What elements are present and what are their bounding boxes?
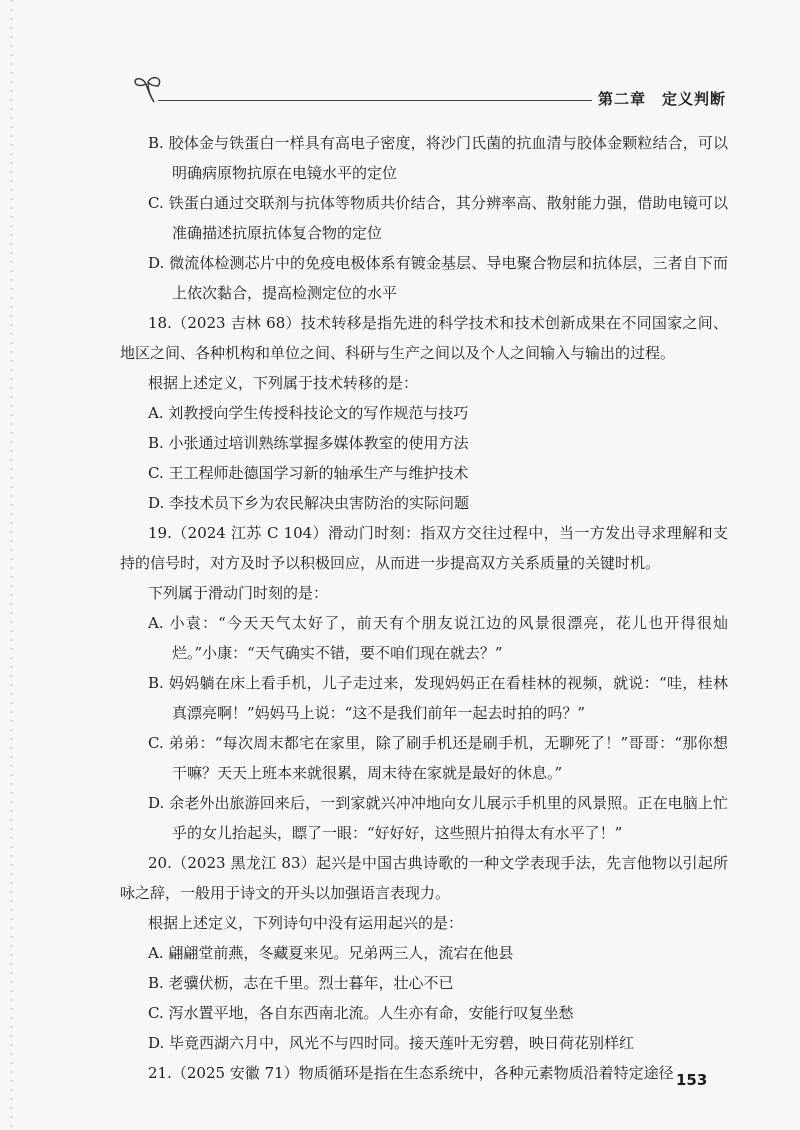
- sprout-leaf-icon: [130, 74, 170, 108]
- q17-option-c: C. 铁蛋白通过交联剂与抗体等物质共价结合，其分辨率高、散射能力强，借助电镜可以准确描述抗原抗体复合物的定位: [148, 194, 728, 242]
- q20-option-d: D. 毕竟西湖六月中，风光不与四时同。接天莲叶无穷碧，映日荷花别样红: [148, 1034, 635, 1052]
- q18-option-b: B. 小张通过培训熟练掌握多媒体教室的使用方法: [148, 434, 469, 452]
- q21-stem: 21.（2025 安徽 71）物质循环是指在生态系统中，各种元素物质沿着特定途径: [148, 1064, 674, 1082]
- page-number: 153: [676, 1071, 708, 1089]
- q18-stem: 18.（2023 吉林 68）技术转移是指先进的科学技术和技术创新成果在不同国家之间、地区之间、各种机构和单位之间、科研与生产之间以及个人之间输入与输出的过程。: [120, 314, 728, 362]
- q20-option-a: A. 翩翩堂前燕，冬藏夏来见。兄弟两三人，流宕在他县: [148, 944, 514, 962]
- page-content: [120, 128, 728, 1088]
- chapter-title: 第二章 定义判断: [592, 88, 726, 109]
- q19-option-c: C. 弟弟：“每次周末都宅在家里，除了刷手机还是刷手机，无聊死了！”哥哥：“那你想干嘛？天天上班本来就很累，周末待在家就是最好的休息。”: [148, 734, 728, 782]
- q20-prompt: 根据上述定义，下列诗句中没有运用起兴的是：: [148, 914, 464, 932]
- q19-option-b: B. 妈妈躺在床上看手机，儿子走过来，发现妈妈正在看桂林的视频，就说：“哇，桂林真漂亮啊！”妈妈马上说：“这不是我们前年一起去时拍的吗？”: [148, 674, 728, 722]
- page-header: [118, 72, 738, 112]
- q17-option-b: B. 胶体金与铁蛋白一样具有高电子密度，将沙门氏菌的抗血清与胶体金颗粒结合，可以明确病原物抗原在电镜水平的定位: [148, 134, 728, 182]
- q18-option-a: A. 刘教授向学生传授科技论文的写作规范与技巧: [148, 404, 469, 422]
- q19-option-a: A. 小袁：“今天天气太好了，前天有个朋友说江边的风景很漂亮，花儿也开得很灿烂。”小康：“天气确实不错，要不咱们现在就去？”: [148, 614, 728, 662]
- q18-option-c: C. 王工程师赴德国学习新的轴承生产与维护技术: [148, 464, 469, 482]
- q17-option-d: D. 微流体检测芯片中的免疫电极体系有镀金基层、导电聚合物层和抗体层，三者自下而上依次黏合，提高检测定位的水平: [148, 254, 728, 302]
- q20-stem: 20.（2023 黑龙江 83）起兴是中国古典诗歌的一种文学表现手法，先言他物以引起所咏之辞，一般用于诗文的开头以加强语言表现力。: [120, 854, 728, 902]
- q19-prompt: 下列属于滑动门时刻的是：: [148, 584, 329, 602]
- q20-option-b: B. 老骥伏枥，志在千里。烈士暮年，壮心不已: [148, 974, 454, 992]
- scan-edge-artifact: [10, 0, 13, 1130]
- q20-option-c: C. 泻水置平地，各自东西南北流。人生亦有命，安能行叹复坐愁: [148, 1004, 574, 1022]
- q19-option-d: D. 余老外出旅游回来后，一到家就兴冲冲地向女儿展示手机里的风景照。正在电脑上忙乎的女儿抬起头，瞟了一眼：“好好好，这些照片拍得太有水平了！”: [148, 794, 728, 842]
- q18-option-d: D. 李技术员下乡为农民解决虫害防治的实际问题: [148, 494, 470, 512]
- q19-stem: 19.（2024 江苏 C 104）滑动门时刻：指双方交往过程中，当一方发出寻求理解和支持的信号时，对方及时予以积极回应，从而进一步提高双方关系质量的关键时机。: [120, 524, 728, 572]
- q18-prompt: 根据上述定义，下列属于技术转移的是：: [148, 374, 419, 392]
